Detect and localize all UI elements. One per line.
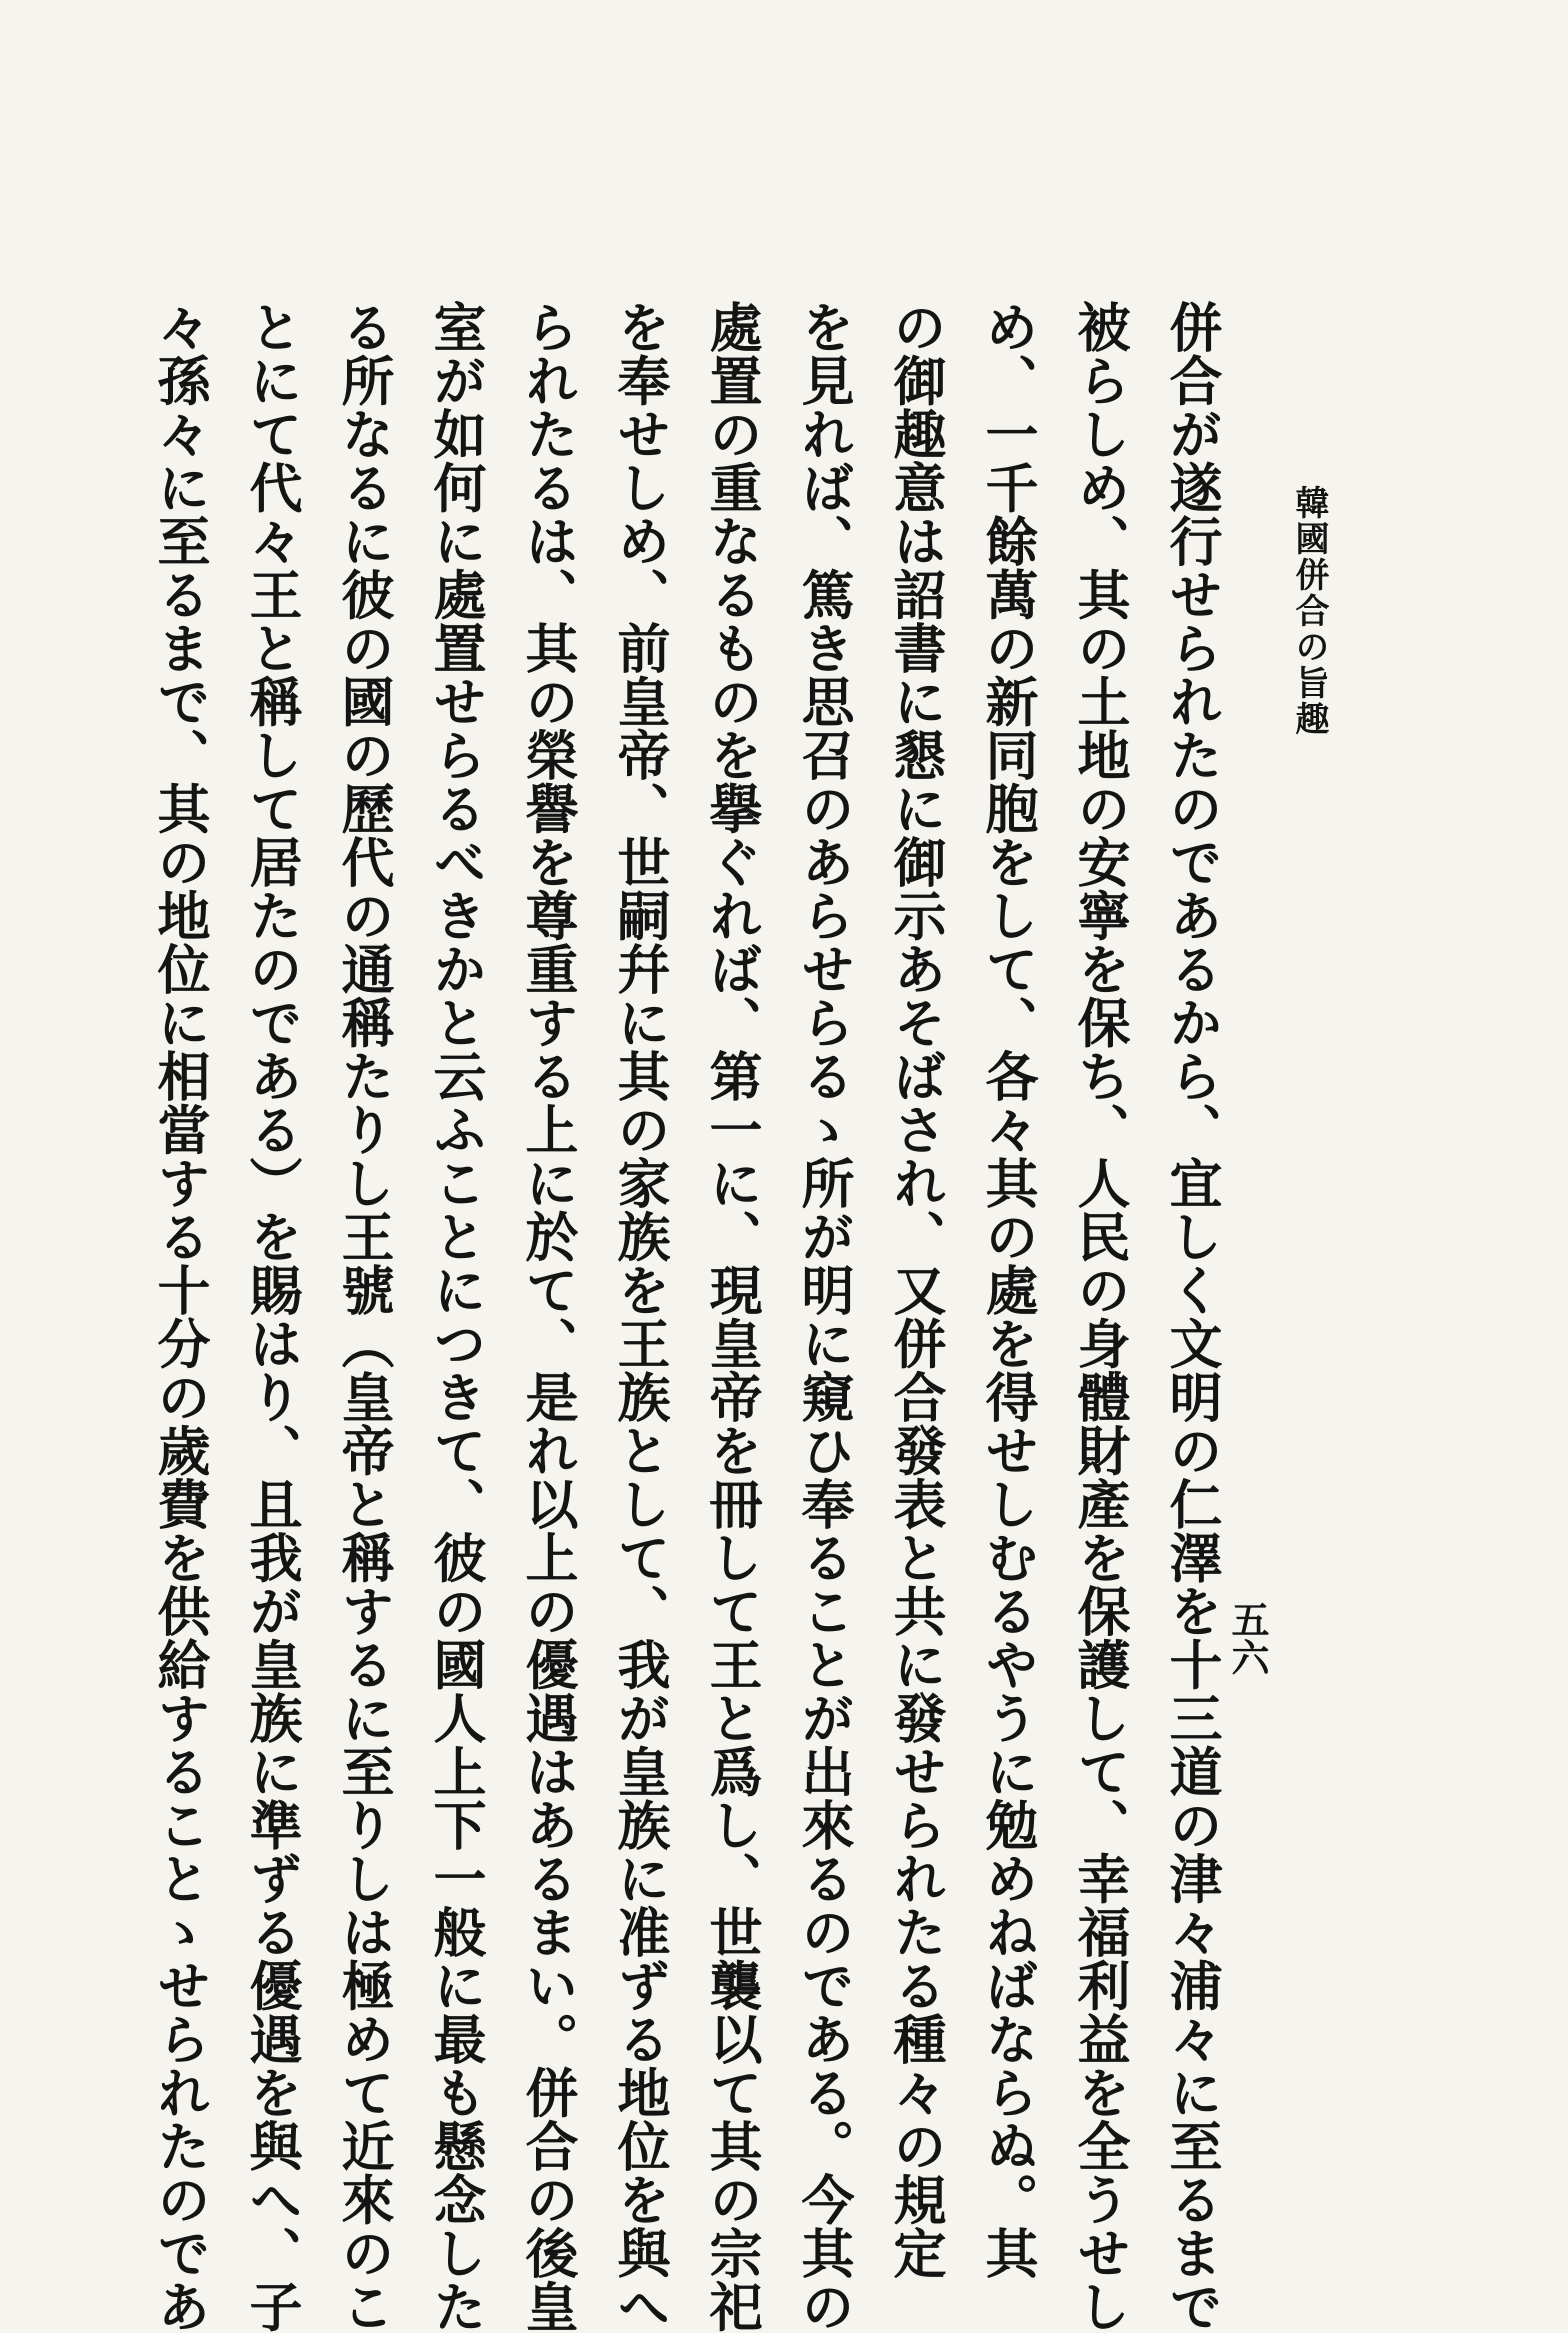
- text-line: 室が如何に處置せらるべきかと云ふことにつきて、彼の國人上下一般に最も懸念した: [425, 300, 487, 2333]
- text-line: め、一千餘萬の新同胞をして、各々其の處を得せしむるやうに勉めねばならぬ。其: [977, 300, 1039, 2280]
- text-line: 々孫々に至るまで、其の地位に相當する十分の歲費を供給することゝせられたのであ: [149, 300, 211, 2333]
- body-text: [149, 300, 1238, 2333]
- text-line: を見れば、篤き思召のあらせらるゝ所が明に窺ひ奉ることが出來るのである。今其の: [793, 300, 855, 2333]
- text-line: の御趣意は詔書に懇に御示あそばされ、又併合發表と共に發せられたる種々の規定: [885, 300, 947, 2280]
- text-line: る所なるに彼の國の歷代の通稱たりし王號（皇帝と稱するに至りしは極めて近來のこ: [333, 300, 395, 2333]
- page-number: 五六: [1225, 1600, 1270, 1676]
- text-line: 被らしめ、其の土地の安寧を保ち、人民の身體財產を保護して、幸福利益を全うせし: [1069, 300, 1131, 2333]
- running-header-title: 韓國併合の旨趣: [1289, 485, 1329, 737]
- text-line: られたるは、其の榮譽を尊重する上に於て、是れ以上の優遇はあるまい。併合の後皇: [517, 300, 579, 2333]
- text-line: とにて代々王と稱して居たのである）を賜はり、且我が皇族に準ずる優遇を與へ、子: [241, 300, 303, 2333]
- text-line: 處置の重なるものを擧ぐれば、第一に、現皇帝を冊して王と爲し、世襲以て其の宗祀: [701, 300, 763, 2333]
- text-line: を奉せしめ、前皇帝、世嗣幷に其の家族を王族として、我が皇族に准ずる地位を與へ: [609, 300, 671, 2333]
- text-line: 併合が遂行せられたのであるから、宜しく文明の仁澤を十三道の津々浦々に至るまで: [1161, 300, 1223, 2333]
